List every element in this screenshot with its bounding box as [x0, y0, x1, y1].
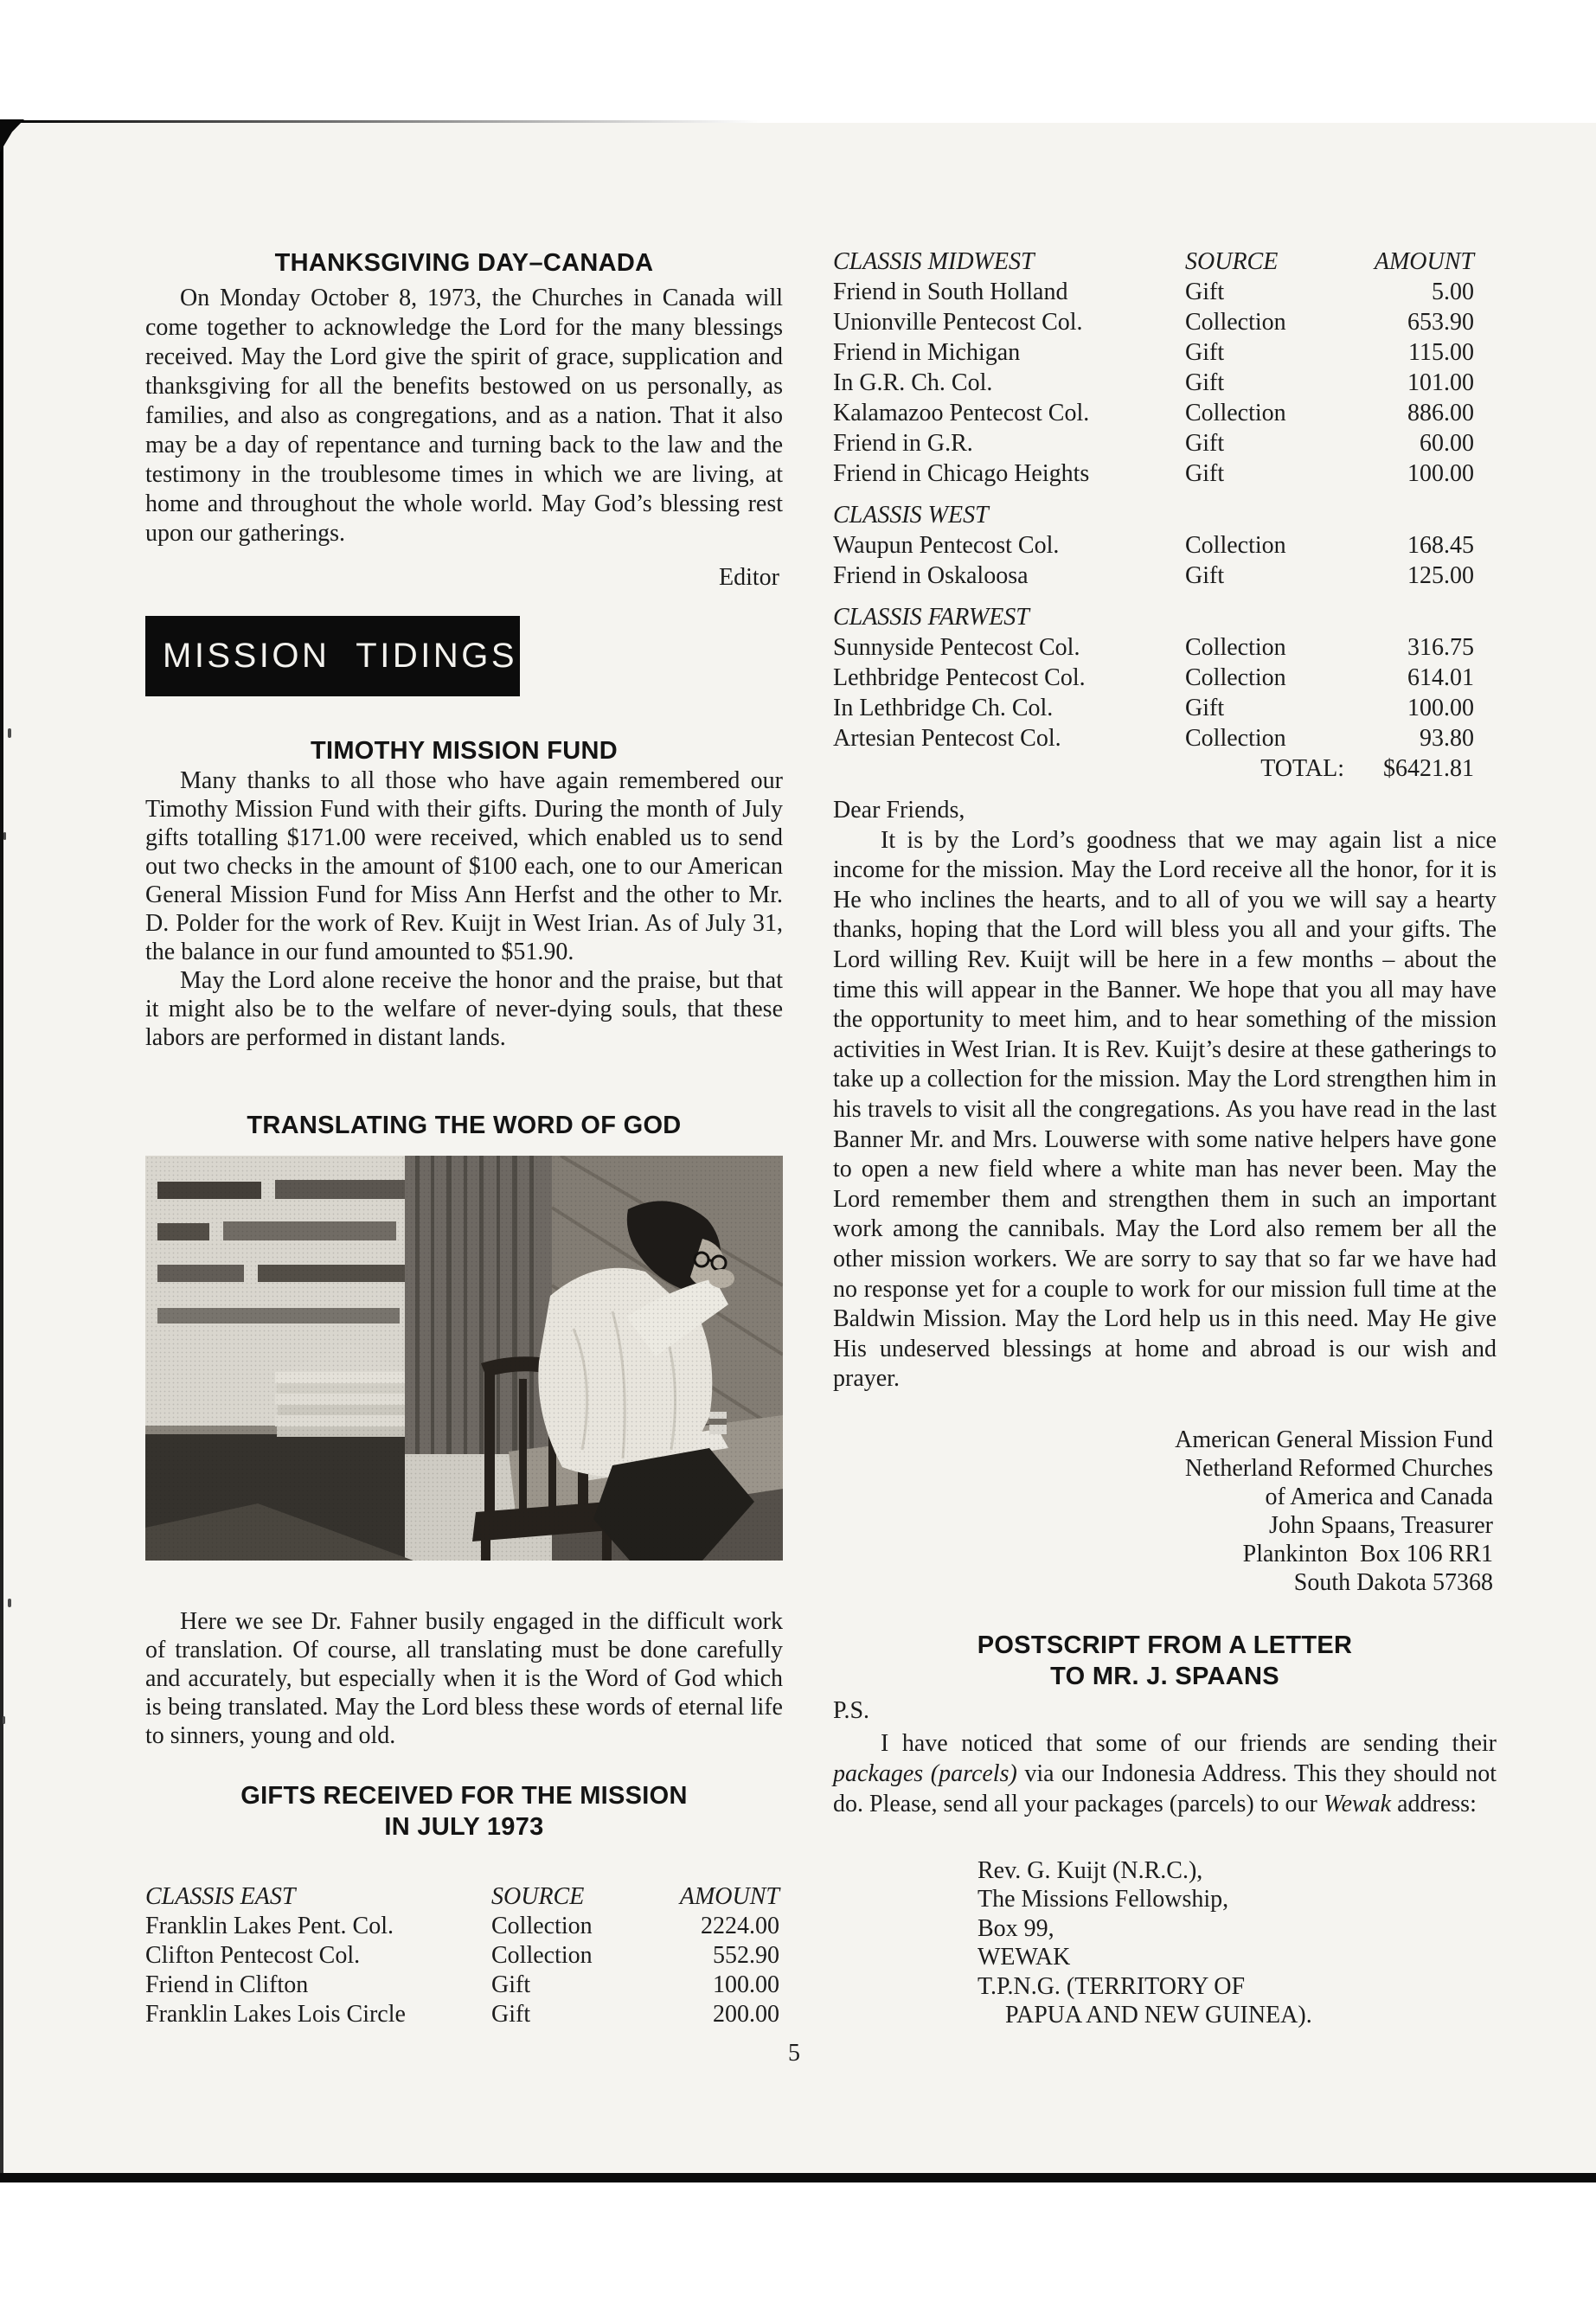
donor-name: Friend in Chicago Heights: [833, 460, 1090, 487]
address-line: T.P.N.G. (TERRITORY OF: [977, 1972, 1246, 2000]
table-row: [833, 530, 1497, 561]
ps-paragraph-text: [833, 1728, 1497, 1819]
table-row: [833, 632, 1497, 663]
ps-paragraph: [833, 1728, 1497, 1819]
donation-amount: 614.01: [1407, 664, 1474, 691]
gifts-table-header: [145, 1882, 783, 1912]
donation-source: Gift: [491, 1971, 531, 1998]
classis-west-label: CLASSIS WEST: [833, 502, 989, 529]
donation-amount: 5.00: [1432, 279, 1474, 305]
gifts-table-east: [145, 1882, 783, 2029]
thanksgiving-body-text: On Monday October 8, 1973, the Churches in Canada will come together to acknowledge the Lord for the many blessings received. May the Lord give the spirit of grace, supplication and thanksgiving for all the benefits bestowed on us personally, as families, and also as congregations, and as a nation. That it also may be a day of repentance and turning back to the law and the testimony in the troublesome times in which we are living, at home and throughout the whole world. May God’s blessing rest upon our gatherings.: [145, 285, 783, 547]
photo-caption-text: Here we see Dr. Fahner busily engaged in the difficult work of translation. Of course, all translating must be done carefully and accurately, but especially when it is the Word of God which is being translated. May the Lord bless these words of eternal life to sinners, young and old.: [145, 1608, 783, 1749]
donation-amount: 552.90: [713, 1942, 779, 1969]
donation-source: Collection: [491, 1913, 593, 1939]
table-row: [833, 398, 1497, 428]
donation-source: Collection: [1185, 634, 1286, 661]
donor-name: Sunnyside Pentecost Col.: [833, 634, 1080, 661]
donation-source: Collection: [1185, 725, 1286, 752]
donation-source: Gift: [1185, 369, 1225, 396]
table-row: [833, 307, 1497, 337]
table-row: [833, 723, 1497, 753]
table-row: [833, 368, 1497, 398]
donation-source: Collection: [1185, 532, 1286, 559]
donation-amount: 60.00: [1420, 430, 1474, 457]
donation-amount: 316.75: [1407, 634, 1474, 661]
donor-name: In Lethbridge Ch. Col.: [833, 695, 1054, 721]
gifts-title-line2: IN JULY 1973: [384, 1813, 544, 1841]
gifts-title-line1: GIFTS RECEIVED FOR THE MISSION: [240, 1782, 688, 1810]
address-line: WEWAK: [977, 1944, 1071, 1971]
page-number: 5: [788, 2040, 800, 2067]
signature-line: John Spaans, Treasurer: [1269, 1512, 1493, 1539]
donation-amount: 125.00: [1407, 562, 1474, 589]
donation-source: Gift: [1185, 430, 1225, 457]
donation-source: Gift: [1185, 562, 1225, 589]
donation-source: Gift: [1185, 339, 1225, 366]
donation-amount: 2224.00: [701, 1913, 779, 1939]
donor-name: Artesian Pentecost Col.: [833, 725, 1061, 752]
donation-amount: 100.00: [713, 1971, 779, 1998]
gifts-received-title: [145, 1780, 783, 1843]
table-subheader: [833, 500, 1497, 530]
donor-name: Waupun Pentecost Col.: [833, 532, 1060, 559]
donor-name: Friend in Oskaloosa: [833, 562, 1029, 589]
timothy-paragraph-2: May the Lord alone receive the honor and the praise, but that it might also be to the welfare of never-dying souls, that these labors are performed in distant lands.: [145, 967, 783, 1051]
table-section-gap: [833, 591, 1497, 602]
classis-farwest-label: CLASSIS FARWEST: [833, 604, 1029, 631]
donation-source: Gift: [1185, 695, 1225, 721]
scan-left-edge: [0, 121, 3, 2173]
source-column-header: SOURCE: [491, 1883, 585, 1910]
editor-byline: Editor: [719, 564, 779, 591]
donor-name: Friend in Michigan: [833, 339, 1021, 366]
total-label: TOTAL:: [1260, 755, 1344, 782]
amount-column-header: AMOUNT: [1374, 248, 1474, 275]
donor-name: In G.R. Ch. Col.: [833, 369, 993, 396]
donation-source: Collection: [1185, 664, 1286, 691]
ps-label: P.S.: [833, 1697, 870, 1724]
ps-text: via our Indonesia Address. This they should not do. Please, send all your packages (parcels) to our: [833, 1760, 1497, 1817]
table-row: [145, 1941, 783, 1971]
ps-italic-wewak: Wewak: [1323, 1791, 1392, 1817]
ps-text: I have noticed that some of our friends are sending their: [881, 1730, 1497, 1757]
table-row: [833, 458, 1497, 489]
scan-top-edge: [0, 120, 761, 123]
donation-amount: 101.00: [1407, 369, 1474, 396]
donor-name: Franklin Lakes Pent. Col.: [145, 1913, 394, 1939]
classis-midwest-label: CLASSIS MIDWEST: [833, 248, 1035, 275]
donor-name: Clifton Pentecost Col.: [145, 1942, 361, 1969]
wewak-address-block: [977, 1856, 1479, 2029]
table-row: [833, 561, 1497, 591]
donation-amount: 200.00: [713, 2001, 779, 2028]
donor-name: Franklin Lakes Lois Circle: [145, 2001, 406, 2028]
address-line: Rev. G. Kuijt (N.R.C.),: [977, 1857, 1203, 1884]
photo-dr-fahner: [145, 1156, 783, 1561]
table-row: [833, 663, 1497, 693]
postscript-title-line1: POSTSCRIPT FROM A LETTER: [977, 1631, 1353, 1659]
scan-speck: [8, 728, 11, 738]
signature-line: South Dakota 57368: [1293, 1569, 1493, 1596]
donation-amount: 115.00: [1408, 339, 1474, 366]
table-row: [833, 428, 1497, 458]
address-line: PAPUA AND NEW GUINEA).: [1005, 2002, 1312, 2029]
donation-amount: 886.00: [1407, 400, 1474, 426]
donation-amount: 653.90: [1407, 309, 1474, 336]
signature-line: of America and Canada: [1265, 1484, 1493, 1510]
table-row: [145, 1912, 783, 1941]
scan-bottom-edge: [0, 2173, 1596, 2182]
donation-source: Collection: [491, 1942, 593, 1969]
table-row: [833, 277, 1497, 307]
timothy-fund-title: TIMOTHY MISSION FUND: [310, 737, 619, 765]
table-total-row: [833, 753, 1497, 784]
donor-name: Unionville Pentecost Col.: [833, 309, 1083, 336]
ps-italic-packages: packages (parcels): [833, 1760, 1017, 1787]
donation-source: Gift: [491, 2001, 531, 2028]
donor-name: Friend in G.R.: [833, 430, 973, 457]
scan-speck: [3, 832, 6, 840]
donor-name: Friend in Clifton: [145, 1971, 309, 1998]
gifts-table-regions: [833, 247, 1497, 784]
table-row: [833, 337, 1497, 368]
letter-body: It is by the Lord’s goodness that we may again list a nice income for the mission. May the Lord receive all the honor, for it is He who inclines the hearts, and to all of you we will say a hearty thanks, hoping that the Lord will bless you all and your gifts. The Lord willing Rev. Kuijt will be here in a few months – about the time this will appear in the Banner. We hope that you all may have the opportunity to meet him, and to hear something of the mission activities in West Irian. It is Rev. Kuijt’s desire at these gatherings to take up a collection for the mission. May the Lord strengthen him in his travels to visit all the congregations. As you have read in the last Banner Mr. and Mrs. Louwerse with some native helpers have gone to open a new field where a white man has never been. May the Lord remember them and strengthen them in such an important work among the cannibals. May the Lord also remem ber all the other mission workers. We are sorry to say that so far we have had no response yet for a couple to work for our mission full time at the Baldwin Mission. May the Lord help us in this need. May He give His undeserved blessings at home and abroad is our wish and prayer.: [833, 826, 1497, 1393]
table-row: [833, 693, 1497, 723]
postscript-title-line2: TO MR. J. SPAANS: [1050, 1663, 1279, 1690]
donor-name: Friend in South Holland: [833, 279, 1068, 305]
donation-amount: 100.00: [1407, 460, 1474, 487]
timothy-paragraph-1: Many thanks to all those who have again remembered our Timothy Mission Fund with their gifts. During the month of July gifts totalling $171.00 were received, which enabled us to send out two checks in the amount of $100 each, one to our American General Mission Fund for Miss Ann Herfst and the other to Mr. D. Polder for the work of Rev. Kuijt in West Irian. As of July 31, the balance in our fund amounted to $51.90.: [145, 767, 783, 965]
scan-speck: [8, 1599, 11, 1607]
thanksgiving-title: THANKSGIVING DAY–CANADA: [274, 249, 654, 277]
signature-line: American General Mission Fund: [1175, 1426, 1493, 1453]
donation-source: Gift: [1185, 279, 1225, 305]
address-line: The Missions Fellowship,: [977, 1886, 1229, 1913]
donation-amount: 168.45: [1407, 532, 1474, 559]
donation-source: Gift: [1185, 460, 1225, 487]
mission-tidings-banner-text: MISSION TIDINGS: [163, 637, 518, 675]
translating-title: TRANSLATING THE WORD OF GOD: [247, 1112, 682, 1139]
table-subheader: [833, 602, 1497, 632]
donation-amount: 93.80: [1420, 725, 1474, 752]
classis-east-label: CLASSIS EAST: [145, 1883, 296, 1910]
amount-column-header: AMOUNT: [679, 1883, 779, 1910]
letter-salutation: Dear Friends,: [833, 797, 965, 824]
timothy-fund-paragraphs: [145, 766, 783, 1109]
letter-signature-block: [833, 1426, 1493, 1597]
donation-source: Collection: [1185, 309, 1286, 336]
signature-line: Netherland Reformed Churches: [1184, 1455, 1493, 1482]
donation-amount: 100.00: [1407, 695, 1474, 721]
address-line: Box 99,: [977, 1914, 1054, 1942]
mission-tidings-banner: [145, 616, 520, 696]
postscript-title: [833, 1630, 1497, 1692]
donor-name: Lethbridge Pentecost Col.: [833, 664, 1086, 691]
donor-name: Kalamazoo Pentecost Col.: [833, 400, 1090, 426]
signature-line: Plankinton Box 106 RR1: [1242, 1541, 1493, 1567]
photo-caption: [145, 1607, 783, 1750]
treasurer-letter: [833, 796, 1497, 1394]
total-amount: $6421.81: [1383, 755, 1474, 782]
table-row: [145, 1971, 783, 2000]
thanksgiving-paragraph: [145, 284, 783, 548]
table-row: [145, 2000, 783, 2029]
scan-speck: [3, 1716, 5, 1724]
photo-illustration: [145, 1156, 783, 1561]
table-section-gap: [833, 489, 1497, 500]
source-column-header: SOURCE: [1185, 248, 1279, 275]
gifts-table-header: [833, 247, 1497, 277]
ps-text: address:: [1391, 1791, 1477, 1817]
donation-source: Collection: [1185, 400, 1286, 426]
